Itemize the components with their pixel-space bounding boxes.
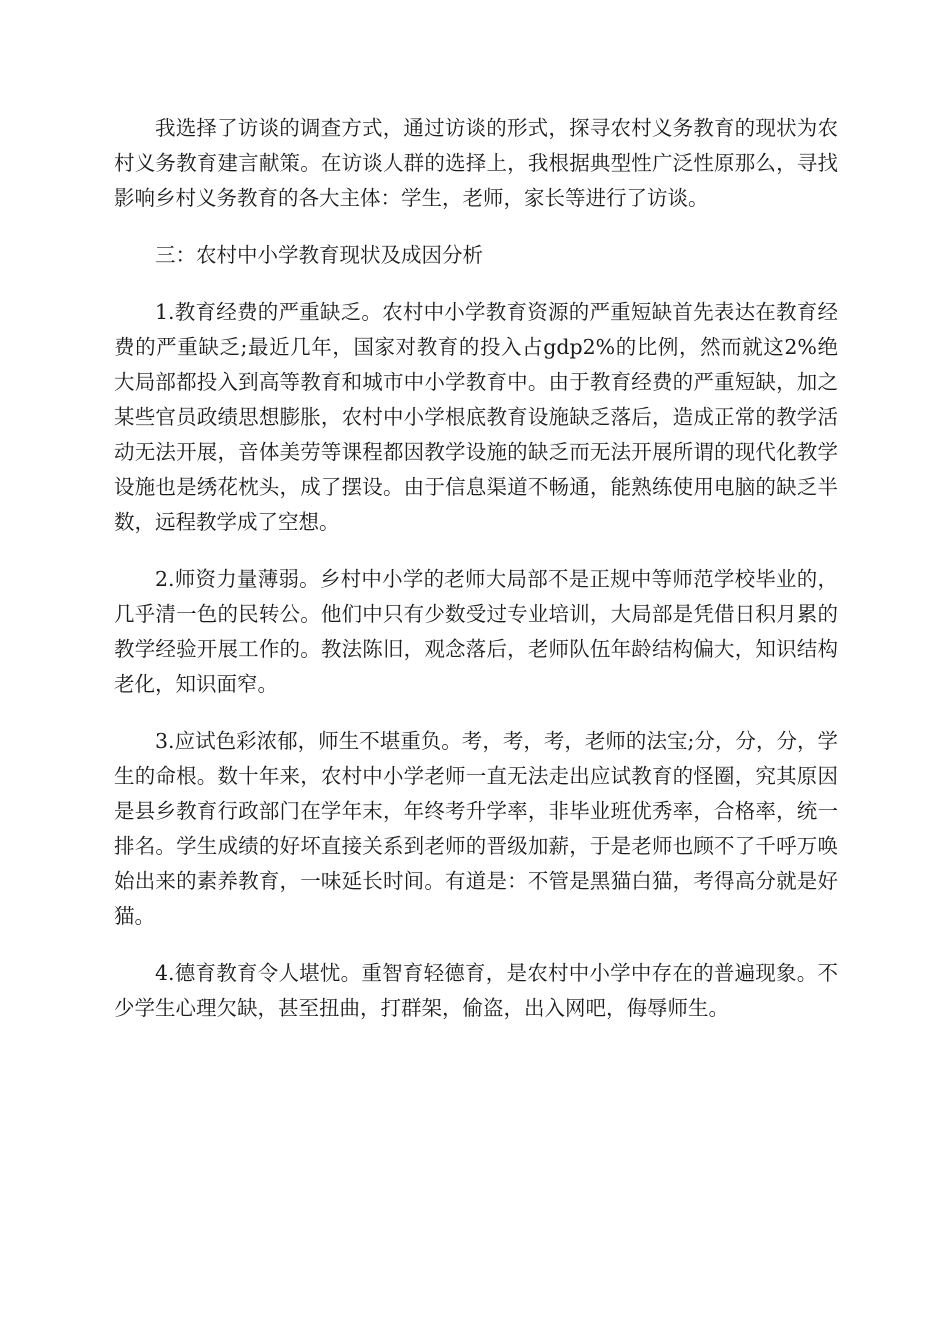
paragraph-exam-oriented: 3.应试色彩浓郁，师生不堪重负。考，考，考，老师的法宝;分，分，分，学生的命根。数十年来，农村中小学老师一直无法走出应试教育的怪圈，究其原因是县乡教育行政部门在学年末，年终考升学率，非毕业班优秀率，合格率，统一排名。学生成绩的好坏直接关系到老师的晋级加薪，于是老师也顾不了千呼万唤始出来的素养教育，一味延长时间。有道是：不管是黑猫白猫，考得高分就是好猫。 bbox=[114, 729, 838, 928]
paragraph-interview-method: 我选择了访谈的调查方式，通过访谈的形式，探寻农村义务教育的现状为农村义务教育建言献策。在访谈人群的选择上，我根据典型性广泛性原那么，寻找影响乡村义务教育的各大主体：学生，老师，家长等进行了访谈。 bbox=[114, 116, 838, 210]
paragraph-teaching-staff: 2.师资力量薄弱。乡村中小学的老师大局部不是正规中等师范学校毕业的，几乎清一色的民转公。他们中只有少数受过专业培训，大局部是凭借日积月累的教学经验开展工作的。教法陈旧，观念落后，老师队伍年龄结构偏大，知识结构老化，知识面窄。 bbox=[114, 567, 838, 696]
section-heading: 三：农村中小学教育现状及成因分析 bbox=[155, 243, 483, 267]
document-page bbox=[114, 111, 838, 1048]
paragraph-moral-education: 4.德育教育令人堪忧。重智育轻德育，是农村中小学中存在的普遍现象。不少学生心理欠缺，甚至扭曲，打群架，偷盗，出入网吧，侮辱师生。 bbox=[114, 961, 838, 1020]
paragraph-education-funding: 1.教育经费的严重缺乏。农村中小学教育资源的严重短缺首先表达在教育经费的严重缺乏;最近几年，国家对教育的投入占gdp2%的比例，然而就这2%绝大局部都投入到高等教育和城市中小学教育中。由于教育经费的严重短缺，加之某些官员政绩思想膨胀，农村中小学根底教育设施缺乏落后，造成正常的教学活动无法开展，音体美劳等课程都因教学设施的缺乏而无法开展所谓的现代化教学设施也是绣花枕头，成了摆设。由于信息渠道不畅通，能熟练使用电脑的缺乏半数，远程教学成了空想。 bbox=[114, 300, 838, 534]
